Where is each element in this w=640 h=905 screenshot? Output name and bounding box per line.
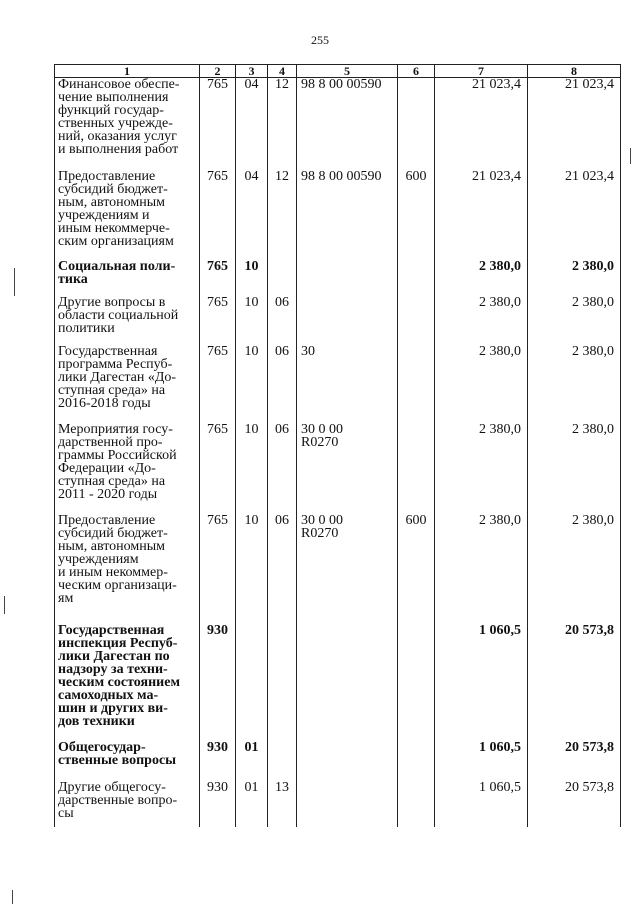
column-header: 2: [200, 65, 236, 78]
cell-col8: 21 023,4: [528, 170, 621, 260]
cell-col5: [297, 296, 398, 345]
cell-col2: 930: [200, 624, 236, 741]
cell-col2: 930: [200, 741, 236, 781]
scan-mark: [12, 890, 13, 904]
budget-table: [54, 64, 621, 827]
row-name: Общегосудар- ственные вопросы: [55, 741, 200, 781]
cell-col8: 21 023,4: [528, 78, 621, 171]
column-header: 8: [528, 65, 621, 78]
cell-col4: 12: [268, 170, 297, 260]
row-name: Предоставление субсидий бюджет- ным, автономным учреждениям и иным некоммер- ческим организаци- ям: [55, 514, 200, 624]
cell-col6: [398, 624, 435, 741]
cell-col3: 10: [236, 514, 268, 624]
cell-col6: [398, 296, 435, 345]
cell-col3: 01: [236, 781, 268, 827]
cell-col4: 06: [268, 423, 297, 514]
row-name: Финансовое обеспе- чение выполнения функций государ- ственных учрежде- ний, оказания услуг и выполнения работ: [55, 78, 200, 171]
cell-col7: 2 380,0: [435, 514, 528, 624]
row-name: Государственная инспекция Респуб- лики Дагестан по надзору за техни- ческим состоянием самоходных ма- шин и других ви- дов техники: [55, 624, 200, 741]
cell-col4: [268, 741, 297, 781]
row-name: Мероприятия госу- дарственной про- граммы Российской Федерации «До- ступная среда» на 2011 - 2020 годы: [55, 423, 200, 514]
row-name: Государственная программа Респуб- лики Дагестан «До- ступная среда» на 2016-2018 годы: [55, 345, 200, 423]
cell-col6: [398, 78, 435, 171]
cell-col3: 04: [236, 78, 268, 171]
cell-col7: 2 380,0: [435, 345, 528, 423]
cell-col8: 2 380,0: [528, 514, 621, 624]
table-row: [55, 741, 621, 781]
cell-col7: 2 380,0: [435, 260, 528, 296]
row-name: Предоставление субсидий бюджет- ным, автономным учреждениям и иным некоммерче- ским организациям: [55, 170, 200, 260]
cell-col5: 30 0 00 R0270: [297, 514, 398, 624]
table-row: [55, 423, 621, 514]
table-row: [55, 514, 621, 624]
cell-col5: 30 0 00 R0270: [297, 423, 398, 514]
column-header: 5: [297, 65, 398, 78]
cell-col4: 06: [268, 296, 297, 345]
cell-col6: [398, 345, 435, 423]
table-row: [55, 170, 621, 260]
cell-col7: 21 023,4: [435, 170, 528, 260]
cell-col6: [398, 423, 435, 514]
cell-col8: 2 380,0: [528, 423, 621, 514]
table-header-row: [55, 65, 621, 78]
cell-col8: 2 380,0: [528, 345, 621, 423]
table-body: [55, 78, 621, 828]
cell-col3: 10: [236, 260, 268, 296]
budget-table-container: [54, 64, 620, 845]
cell-col3: 10: [236, 345, 268, 423]
row-name: Другие общегосу- дарственные вопро- сы: [55, 781, 200, 827]
cell-col8: 20 573,8: [528, 624, 621, 741]
cell-col7: 2 380,0: [435, 296, 528, 345]
cell-col5: [297, 741, 398, 781]
cell-col4: [268, 624, 297, 741]
cell-col5: 30: [297, 345, 398, 423]
scan-mark: [4, 596, 5, 614]
cell-col3: 10: [236, 423, 268, 514]
cell-col2: 765: [200, 296, 236, 345]
cell-col7: 1 060,5: [435, 781, 528, 827]
cell-col8: 2 380,0: [528, 296, 621, 345]
cell-col2: 765: [200, 170, 236, 260]
table-row: [55, 345, 621, 423]
cell-col3: 10: [236, 296, 268, 345]
cell-col7: 21 023,4: [435, 78, 528, 171]
cell-col2: 765: [200, 260, 236, 296]
cell-col3: 01: [236, 741, 268, 781]
cell-col5: [297, 781, 398, 827]
column-header: 6: [398, 65, 435, 78]
column-header: 7: [435, 65, 528, 78]
row-name: Социальная поли- тика: [55, 260, 200, 296]
table-row: [55, 781, 621, 827]
cell-col4: 06: [268, 345, 297, 423]
cell-col4: 12: [268, 78, 297, 171]
cell-col6: [398, 781, 435, 827]
scan-mark: [630, 148, 631, 164]
cell-col8: 20 573,8: [528, 741, 621, 781]
cell-col5: [297, 260, 398, 296]
column-header: 1: [55, 65, 200, 78]
cell-col2: 765: [200, 423, 236, 514]
table-row: [55, 624, 621, 741]
cell-col6: [398, 741, 435, 781]
cell-col4: 06: [268, 514, 297, 624]
cell-col2: 765: [200, 345, 236, 423]
table-row: [55, 260, 621, 296]
cell-col2: 930: [200, 781, 236, 827]
cell-col6: 600: [398, 170, 435, 260]
scan-mark: [14, 268, 15, 296]
cell-col5: 98 8 00 00590: [297, 170, 398, 260]
column-header: 3: [236, 65, 268, 78]
cell-col7: 1 060,5: [435, 741, 528, 781]
table-row: [55, 296, 621, 345]
cell-col3: 04: [236, 170, 268, 260]
cell-col5: 98 8 00 00590: [297, 78, 398, 171]
cell-col4: [268, 260, 297, 296]
cell-col7: 2 380,0: [435, 423, 528, 514]
cell-col2: 765: [200, 514, 236, 624]
cell-col8: 2 380,0: [528, 260, 621, 296]
column-header: 4: [268, 65, 297, 78]
cell-col6: [398, 260, 435, 296]
cell-col3: [236, 624, 268, 741]
cell-col6: 600: [398, 514, 435, 624]
cell-col2: 765: [200, 78, 236, 171]
cell-col7: 1 060,5: [435, 624, 528, 741]
row-name: Другие вопросы в области социальной политики: [55, 296, 200, 345]
cell-col4: 13: [268, 781, 297, 827]
page-number: 255: [311, 33, 329, 47]
table-row: [55, 78, 621, 171]
cell-col5: [297, 624, 398, 741]
cell-col8: 20 573,8: [528, 781, 621, 827]
